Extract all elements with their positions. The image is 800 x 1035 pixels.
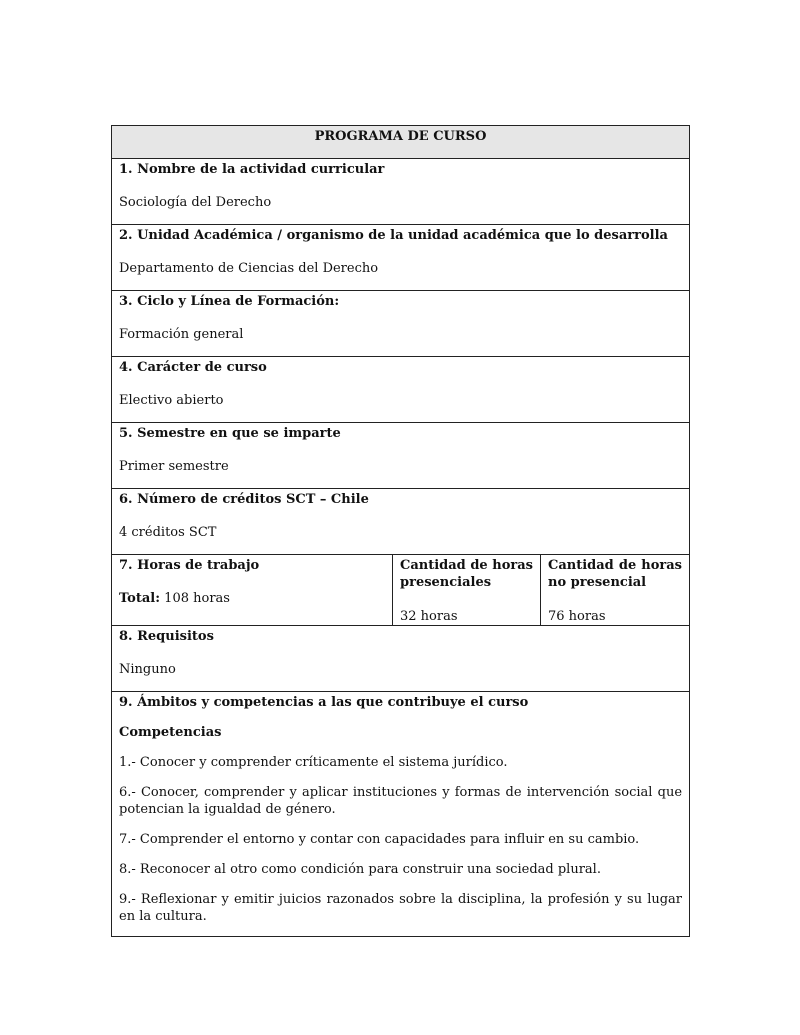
section-value: Formación general — [119, 327, 244, 342]
course-program-table — [111, 125, 690, 937]
presencial-hours-cell — [393, 555, 541, 626]
section-title: 5. Semestre en que se imparte — [119, 426, 341, 441]
no-presencial-hours-title: Cantidad de horas no presencial — [548, 558, 683, 590]
competency-item: 6.- Conocer, comprender y aplicar instituciones y formas de intervención social que potencian la igualdad de género. — [119, 785, 683, 817]
competency-item: 7.- Comprender el entorno y contar con capacidades para influir en su cambio. — [119, 832, 640, 847]
no-presencial-hours-value: 76 horas — [548, 609, 606, 624]
presencial-hours-value: 32 horas — [400, 609, 458, 624]
section-value: 4 créditos SCT — [119, 525, 217, 540]
section-value: Ninguno — [119, 662, 176, 677]
table-title: PROGRAMA DE CURSO — [112, 126, 690, 159]
section-value: Primer semestre — [119, 459, 229, 474]
section-value: Electivo abierto — [119, 393, 224, 408]
no-presencial-hours-cell — [541, 555, 690, 626]
section-semester — [112, 423, 690, 489]
competency-item: 1.- Conocer y comprender críticamente el sistema jurídico. — [119, 755, 508, 770]
section-competencies — [112, 692, 690, 937]
section-title: 4. Carácter de curso — [119, 360, 267, 375]
section-value: Sociología del Derecho — [119, 195, 272, 210]
presencial-hours-title: Cantidad de horas presenciales — [400, 558, 533, 590]
total-label: Total: — [119, 591, 161, 606]
section-value: Departamento de Ciencias del Derecho — [119, 261, 379, 276]
section-activity-name — [112, 159, 690, 225]
section-academic-unit — [112, 225, 690, 291]
section-title: 6. Número de créditos SCT – Chile — [119, 492, 369, 507]
section-title: 1. Nombre de la actividad curricular — [119, 162, 385, 177]
total-value: 108 horas — [164, 591, 230, 606]
total-hours — [119, 590, 385, 607]
section-title: 7. Horas de trabajo — [119, 558, 260, 573]
section-work-hours — [112, 555, 393, 626]
section-title: 2. Unidad Académica / organismo de la unidad académica que lo desarrolla — [119, 228, 668, 243]
competency-item: 9.- Reflexionar y emitir juicios razonados sobre la disciplina, la profesión y su lugar en la cultura. — [119, 892, 683, 924]
section-cycle-line — [112, 291, 690, 357]
section-title: 8. Requisitos — [119, 629, 214, 644]
section-requirements — [112, 626, 690, 692]
section-title: 9. Ámbitos y competencias a las que contribuye el curso — [119, 695, 529, 710]
competencies-subtitle: Competencias — [119, 725, 222, 740]
section-title: 3. Ciclo y Línea de Formación: — [119, 294, 340, 309]
section-course-character — [112, 357, 690, 423]
section-credits — [112, 489, 690, 555]
competency-item: 8.- Reconocer al otro como condición para construir una sociedad plural. — [119, 862, 601, 877]
